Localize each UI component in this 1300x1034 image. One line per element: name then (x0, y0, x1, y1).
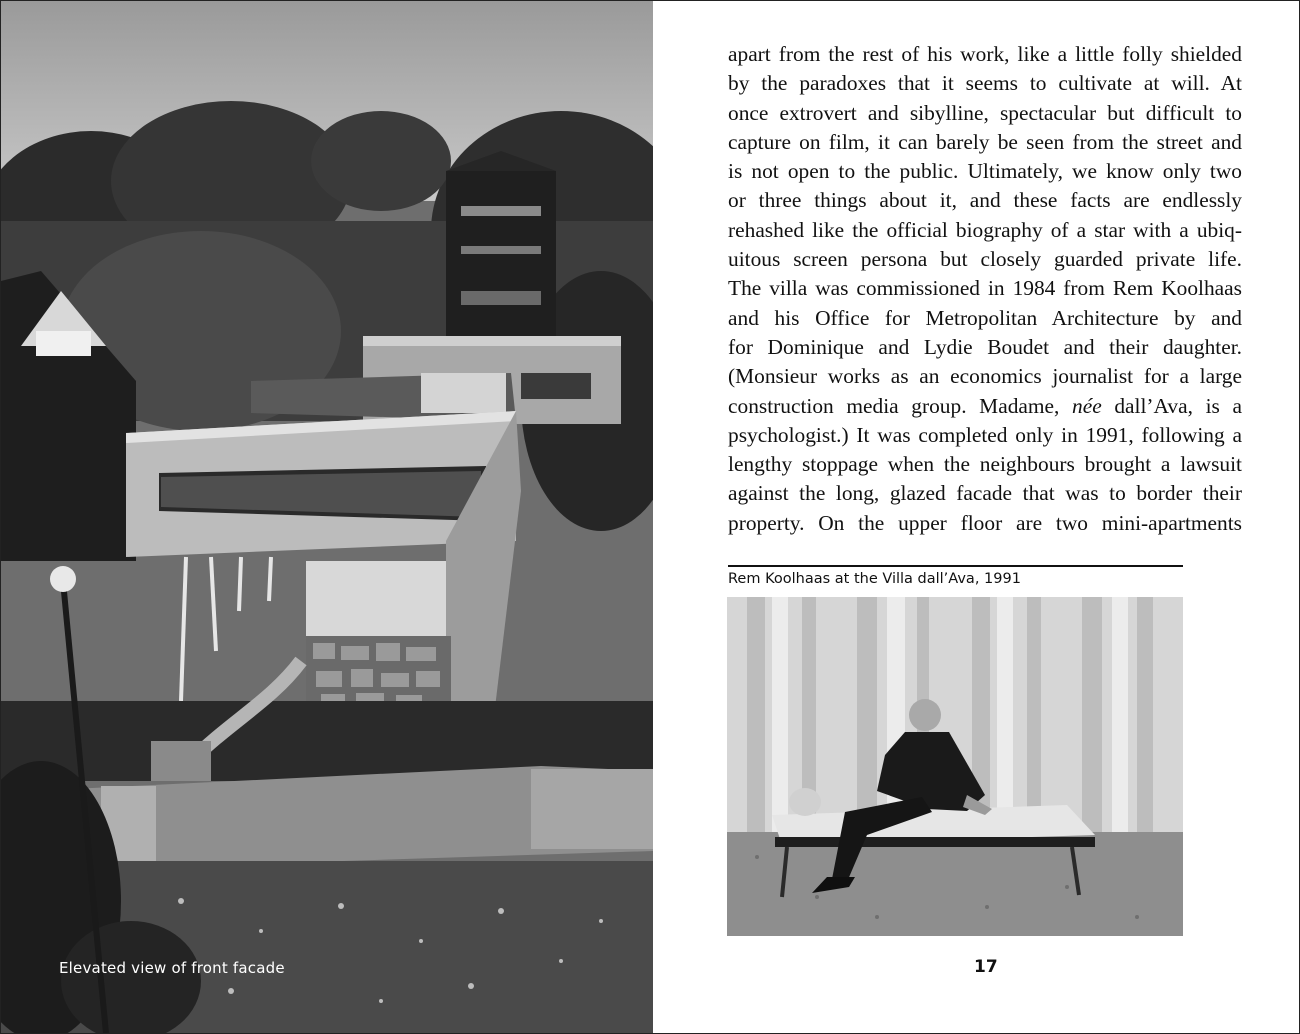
body-line-tail: dall’Ava, is a (1101, 393, 1242, 418)
body-line: for Dominique and Lydie Boudet and their daughter. (728, 334, 1242, 359)
caption-rule (728, 565, 1183, 567)
body-line: or three things about it, and these facts are endlessly (728, 188, 1242, 213)
body-line: property. On the upper floor are two mini-apartments (728, 510, 1242, 535)
villa-facade-illustration (1, 1, 653, 1033)
body-line: (Monsieur works as an economics journalist for a large (728, 364, 1242, 389)
body-line: psychologist.) It was completed only in 1991, following a (728, 422, 1242, 447)
portrait-illustration (727, 597, 1183, 936)
body-line: against the long, glazed facade that was to border their (728, 481, 1242, 506)
body-line: apart from the rest of his work, like a little folly shielded (728, 42, 1242, 66)
page-number: 17 (974, 957, 998, 977)
body-line: capture on film, it can barely be seen from the street and (728, 129, 1242, 154)
body-line-with-italic (728, 392, 1242, 421)
italic-word: née (1072, 393, 1102, 418)
figure-caption: Rem Koolhaas at the Villa dall’Ava, 1991 (728, 571, 1021, 587)
body-line: rehashed like the official biography of a star with a ubiq- (728, 217, 1242, 242)
body-line: lengthy stoppage when the neighbours brought a lawsuit (728, 452, 1242, 477)
villa-facade-photo (1, 1, 653, 1033)
body-line: by the paradoxes that it seems to cultivate at will. At (728, 71, 1242, 96)
body-line: uitous screen persona but closely guarded private life. (728, 247, 1242, 272)
body-line: once extrovert and sibylline, spectacular but difficult to (728, 100, 1242, 125)
body-line: is not open to the public. Ultimately, we know only two (728, 159, 1242, 184)
body-line: The villa was commissioned in 1984 from Rem Koolhaas (728, 276, 1242, 301)
koolhaas-portrait-photo (727, 597, 1183, 936)
body-line-head: construction media group. Madame, (728, 393, 1073, 418)
photo-caption: Elevated view of front facade (59, 959, 285, 977)
body-text (728, 40, 1242, 538)
body-line: and his Office for Metropolitan Architecture by and (728, 305, 1242, 330)
